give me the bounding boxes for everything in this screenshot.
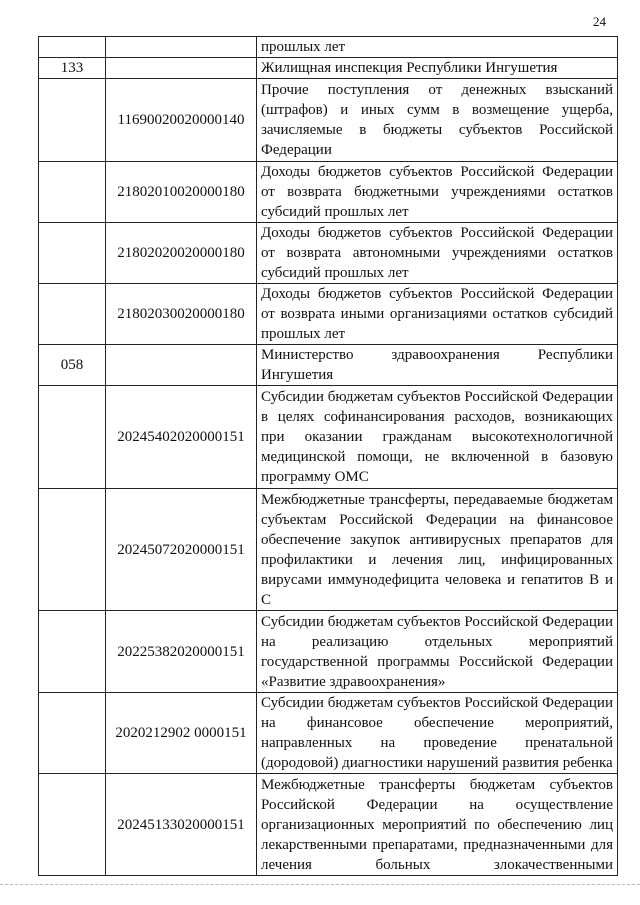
table-row bbox=[39, 284, 618, 345]
table-row bbox=[39, 223, 618, 284]
admin-code-cell bbox=[39, 693, 106, 774]
admin-code-cell bbox=[39, 162, 106, 223]
admin-code-cell bbox=[39, 611, 106, 693]
revenue-code-cell: 2020212902 0000151 bbox=[106, 693, 257, 774]
revenue-code-cell bbox=[106, 345, 257, 386]
table-row bbox=[39, 79, 618, 162]
revenue-code-cell: 20245402020000151 bbox=[106, 386, 257, 489]
admin-code-cell bbox=[39, 284, 106, 345]
admin-code-cell bbox=[39, 223, 106, 284]
table-row bbox=[39, 345, 618, 386]
admin-code-cell: 058 bbox=[39, 345, 106, 386]
admin-code-cell bbox=[39, 37, 106, 58]
table-row bbox=[39, 58, 618, 79]
page-number: 24 bbox=[593, 14, 606, 29]
table-row bbox=[39, 611, 618, 693]
revenue-name-cell: прошлых лет bbox=[257, 37, 618, 58]
table-row bbox=[39, 37, 618, 58]
revenue-name-cell: Межбюджетные трансферты бюджетам субъектов Российской Федерации на осуществление организационных мероприятий по обеспечению лиц лекарственными препаратами, предназначенными для лечения больных злокачественными bbox=[257, 774, 618, 876]
admin-code-cell bbox=[39, 79, 106, 162]
revenue-code-cell: 11690020020000140 bbox=[106, 79, 257, 162]
page-bottom-divider bbox=[0, 884, 640, 885]
revenue-code-cell: 21802010020000180 bbox=[106, 162, 257, 223]
revenue-code-cell: 21802030020000180 bbox=[106, 284, 257, 345]
revenue-code-cell bbox=[106, 37, 257, 58]
table-row bbox=[39, 489, 618, 611]
revenue-code-cell bbox=[106, 58, 257, 79]
table-row bbox=[39, 386, 618, 489]
revenue-name-cell: Межбюджетные трансферты, передаваемые бюджетам субъектам Российской Федерации на финансовое обеспечение закупок антивирусных препаратов для профилактики и лечения лиц, инфицированных вирусами иммунодефицита человека и гепатитов В и С bbox=[257, 489, 618, 611]
admin-code-cell: 133 bbox=[39, 58, 106, 79]
admin-code-cell bbox=[39, 386, 106, 489]
revenue-name-cell: Прочие поступления от денежных взысканий (штрафов) и иных сумм в возмещение ущерба, зачисляемые в бюджеты субъектов Российской Федерации bbox=[257, 79, 618, 162]
revenue-name-cell: Доходы бюджетов субъектов Российской Федерации от возврата иными организациями остатков субсидий прошлых лет bbox=[257, 284, 618, 345]
revenue-name-cell: Субсидии бюджетам субъектов Российской Федерации в целях софинансирования расходов, возникающих при оказании гражданам высокотехнологичной медицинской помощи, не включенной в базовую программу ОМС bbox=[257, 386, 618, 489]
admin-code-cell bbox=[39, 774, 106, 876]
revenue-name-cell: Субсидии бюджетам субъектов Российской Федерации на реализацию отдельных мероприятий государственной программы Российской Федерации «Развитие здравоохранения» bbox=[257, 611, 618, 693]
table-row bbox=[39, 693, 618, 774]
revenue-code-cell: 20245133020000151 bbox=[106, 774, 257, 876]
admin-code-cell bbox=[39, 489, 106, 611]
revenue-name-cell: Министерство здравоохранения Республики Ингушетия bbox=[257, 345, 618, 386]
revenue-name-cell: Субсидии бюджетам субъектов Российской Федерации на финансовое обеспечение мероприятий, направленных на проведение пренатальной (дородовой) диагностики нарушений развития ребенка bbox=[257, 693, 618, 774]
revenue-name-cell: Жилищная инспекция Республики Ингушетия bbox=[257, 58, 618, 79]
revenue-code-cell: 20245072020000151 bbox=[106, 489, 257, 611]
revenue-code-cell: 21802020020000180 bbox=[106, 223, 257, 284]
table-row bbox=[39, 774, 618, 876]
revenue-code-cell: 20225382020000151 bbox=[106, 611, 257, 693]
table-row bbox=[39, 162, 618, 223]
revenue-name-cell: Доходы бюджетов субъектов Российской Федерации от возврата бюджетными учреждениями остатков субсидий прошлых лет bbox=[257, 162, 618, 223]
revenue-name-cell: Доходы бюджетов субъектов Российской Федерации от возврата автономными учреждениями остатков субсидий прошлых лет bbox=[257, 223, 618, 284]
revenue-codes-table bbox=[38, 36, 618, 876]
